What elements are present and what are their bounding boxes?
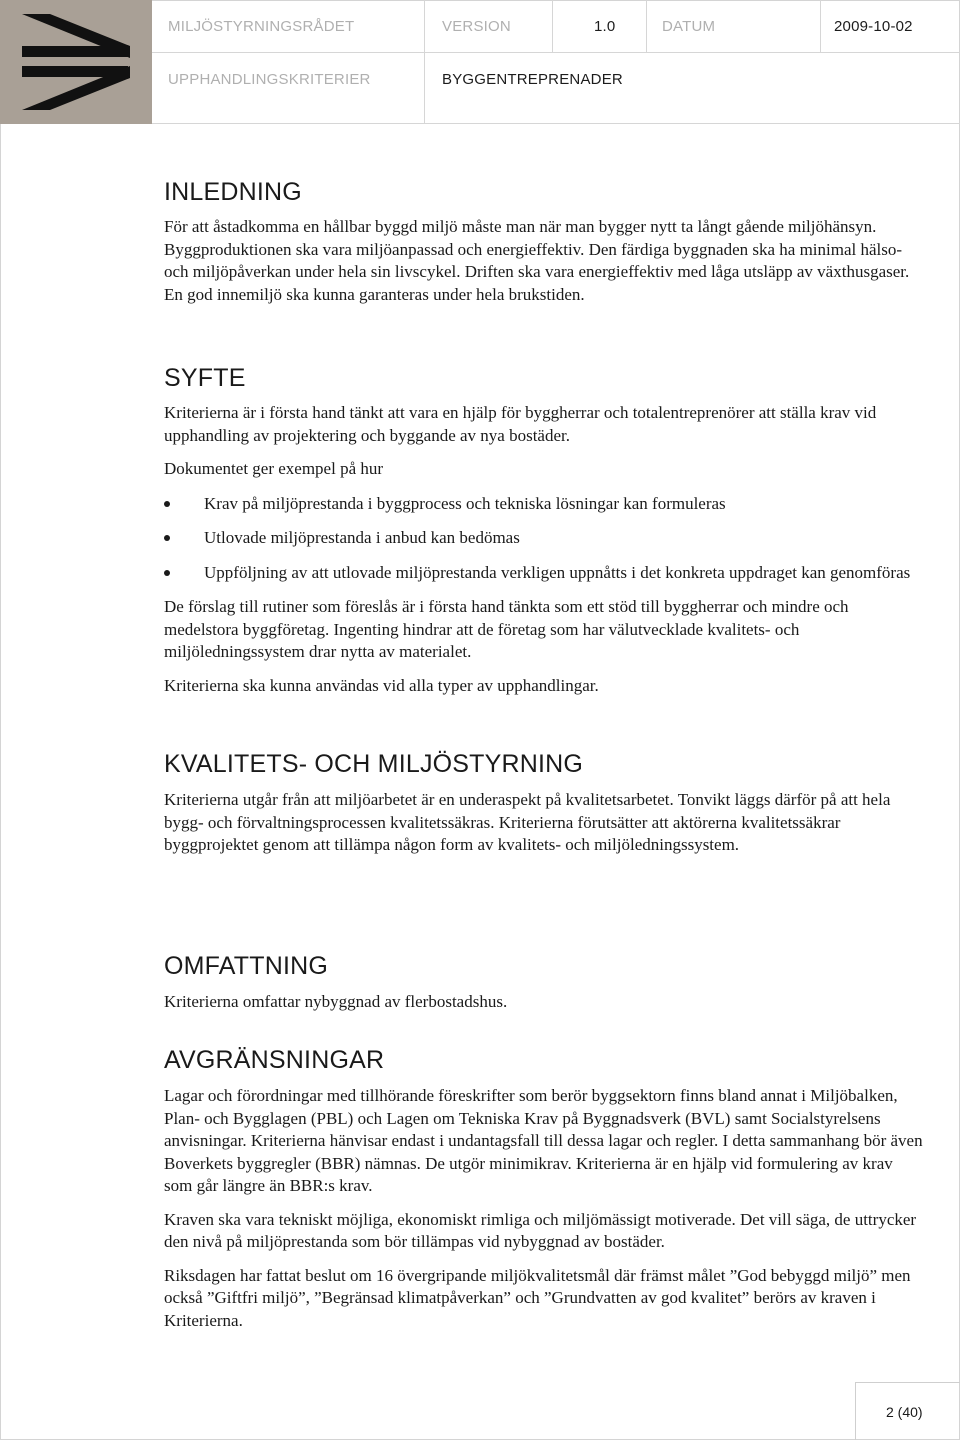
header-row-1 (152, 0, 960, 53)
version-value: 1.0 (594, 17, 616, 35)
paragraph: De förslag till rutiner som föreslås är i första hand tänkta som ett stöd till byggherrar och mindre och medelstora byggföretag. Ingenting hindrar att de företag som har välutvecklade kvalitets- och miljöledningssystem drar nytta av materialet. (164, 597, 849, 661)
bullet-icon (164, 535, 170, 541)
paragraph: Kraven ska vara tekniskt möjliga, ekonomiskt rimliga och miljömässigt motiverade. Det vill säga, de uttrycker den nivå på miljöprestanda som bör tillämpas vid nybyggnad av bostäder. (164, 1209, 917, 1251)
paragraph: Kriterierna utgår från att miljöarbetet är en underaspekt på kvalitetsarbetet. Tonvikt läggs därför på att hela bygg- och förvaltningsprocessen kvalitetssäkras. Kriterierna förutsätter att aktörerna kvalitetssäkrar byggprojektet genom att tillämpa någon form av kvalitets- och miljöledningssystem. (164, 790, 891, 854)
section-avgransningar (164, 1046, 924, 1332)
section-heading: KVALITETS- OCH MILJÖSTYRNING (164, 750, 584, 778)
header-row-2 (152, 53, 960, 124)
logo (0, 0, 152, 124)
list-item: Utlovade miljöprestanda i anbud kan bedömas (164, 527, 924, 550)
document-header (0, 0, 960, 124)
section-syfte (164, 364, 924, 697)
paragraph: Kriterierna ska kunna användas vid alla typer av upphandlingar. (164, 675, 599, 695)
page-number: 2 (40) (855, 1382, 960, 1440)
category: UPPHANDLINGSKRITERIER (168, 71, 371, 88)
list-item: Krav på miljöprestanda i byggprocess och tekniska lösningar kan formuleras (164, 493, 924, 516)
subject: BYGGENTREPRENADER (442, 71, 623, 88)
bullet-list (164, 493, 924, 585)
logo-mark-icon (0, 0, 152, 124)
section-omfattning (164, 952, 924, 1014)
paragraph: För att åstadkomma en hållbar byggd miljö måste man när man bygger nytt ta långt gående miljöhänsyn. Byggproduktionen ska vara miljöanpassad och energieffektiv. Den färdiga byggnaden ska ha minimal hälso- och miljöpåverkan under hela sin livscykel. Driften ska vara energieffektiv med låga utsläpp av växthusgaser. En god innemiljö ska kunna garanteras under hela brukstiden. (164, 217, 910, 304)
paragraph: Kriterierna är i första hand tänkt att vara en hjälp för byggherrar och totalentreprenörer att ställa krav vid upphandling av projektering och byggande av nya bostäder. (164, 403, 877, 445)
paragraph: Riksdagen har fattat beslut om 16 övergripande miljökvalitetsmål där främst målet ”God bebyggd miljö” men också ”Giftfri miljö”, ”Begränsad klimatpåverkan” och ”Grundvatten av god kvalitet” berörs av kraven i Kriterierna. (164, 1265, 911, 1330)
section-kvalitet (164, 750, 924, 857)
date-label: DATUM (662, 17, 716, 35)
bullet-icon (164, 501, 170, 507)
list-item: Uppföljning av att utlovade miljöprestanda verkligen uppnåtts i det konkreta uppdraget kan genomföras (164, 562, 924, 585)
date-value: 2009-10-02 (834, 17, 913, 35)
paragraph: Lagar och förordningar med tillhörande föreskrifter som berör byggsektorn finns bland annat i Miljöbalken, Plan- och Bygglagen (PBL) och Lagen om Tekniska Krav på Byggnadsverk (BVL) samt Socialstyrelsens anvisningar. Kriterierna hänvisar endast i undantagsfall till dessa lagar och regler. I detta sammanhang bör även Boverkets byggregler (BBR) nämnas. De utgör minimikrav. Kriterierna är en hjälp vid formulering av krav som går längre än BBR:s krav. (164, 1086, 923, 1195)
org-name: MILJÖSTYRNINGSRÅDET (168, 17, 355, 35)
section-heading: SYFTE (164, 364, 246, 392)
paragraph: Kriterierna omfattar nybyggnad av flerbostadshus. (164, 992, 508, 1011)
bullet-icon (164, 570, 170, 576)
section-heading: OMFATTNING (164, 952, 329, 980)
paragraph: Dokumentet ger exempel på hur (164, 459, 384, 478)
section-heading: INLEDNING (164, 178, 302, 206)
version-label: VERSION (442, 17, 511, 35)
section-inledning (164, 178, 924, 306)
section-heading: AVGRÄNSNINGAR (164, 1046, 385, 1074)
